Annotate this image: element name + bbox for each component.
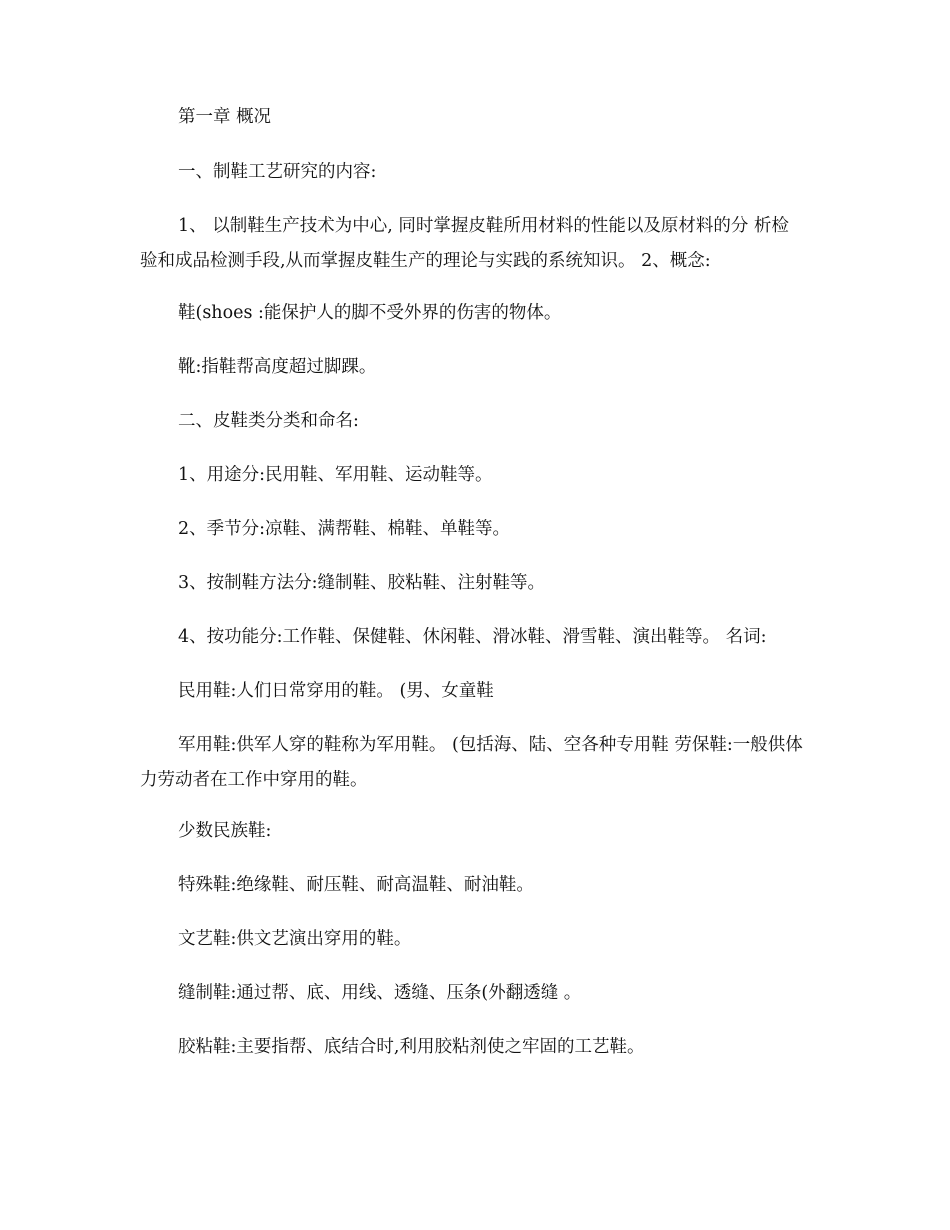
classification-by-function: 4、按功能分:工作鞋、保健鞋、休闲鞋、滑冰鞋、滑雪鞋、演出鞋等。 名词:: [178, 627, 767, 647]
term-ethnic-shoe: 少数民族鞋:: [178, 821, 272, 841]
term-military-shoe: 军用鞋:供军人穿的鞋称为军用鞋。 (包括海、陆、空各种专用鞋 劳保鞋:一般供体力劳动者在工作中穿用的鞋。: [140, 735, 803, 790]
term-special-shoe: 特殊鞋:绝缘鞋、耐压鞋、耐高温鞋、耐油鞋。: [178, 875, 534, 895]
section-heading-content: 一、制鞋工艺研究的内容:: [178, 162, 377, 182]
definition-shoe: 鞋(shoes :能保护人的脚不受外界的伤害的物体。: [178, 303, 562, 323]
definition-boot: 靴:指鞋帮高度超过脚踝。: [178, 357, 377, 377]
chapter-title: 第一章 概况: [178, 107, 272, 127]
classification-by-use: 1、用途分:民用鞋、军用鞋、运动鞋等。: [178, 465, 493, 485]
term-civil-shoe: 民用鞋:人们日常穿用的鞋。 (男、女童鞋: [178, 681, 494, 701]
classification-by-season: 2、季节分:凉鞋、满帮鞋、棉鞋、单鞋等。: [178, 519, 511, 539]
paragraph-overview: 1、 以制鞋生产技术为中心, 同时掌握皮鞋所用材料的性能以及原材料的分 析检验和成品检测手段,从而掌握皮鞋生产的理论与实践的系统知识。 2、概念:: [140, 216, 789, 271]
classification-by-method: 3、按制鞋方法分:缝制鞋、胶粘鞋、注射鞋等。: [178, 573, 546, 593]
term-art-shoe: 文艺鞋:供文艺演出穿用的鞋。: [178, 929, 412, 949]
term-sewn-shoe: 缝制鞋:通过帮、底、用线、透缝、压条(外翻透缝 。: [178, 983, 582, 1003]
term-glued-shoe: 胶粘鞋:主要指帮、底结合时,利用胶粘剂使之牢固的工艺鞋。: [178, 1037, 645, 1057]
section-heading-classification: 二、皮鞋类分类和命名:: [178, 411, 359, 431]
